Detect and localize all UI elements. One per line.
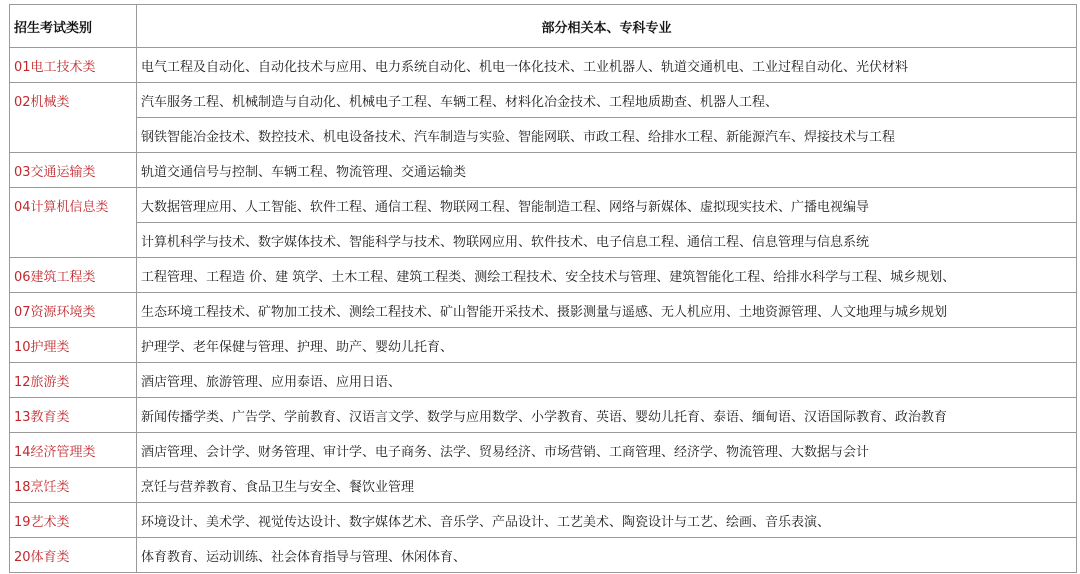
majors-cell: 环境设计、美术学、视觉传达设计、数字媒体艺术、音乐学、产品设计、工艺美术、陶瓷设计与工艺、绘画、音乐表演、: [137, 503, 1077, 538]
category-cell: 10护理类: [10, 328, 137, 363]
majors-cell: 护理学、老年保健与管理、护理、助产、婴幼儿托育、: [137, 328, 1077, 363]
header-majors: 部分相关本、专科专业: [137, 5, 1077, 48]
category-cell: 02机械类: [10, 83, 137, 153]
category-cell: 19艺术类: [10, 503, 137, 538]
majors-cell: 酒店管理、会计学、财务管理、审计学、电子商务、法学、贸易经济、市场营销、工商管理、经济学、物流管理、大数据与会计: [137, 433, 1077, 468]
table-row: [10, 223, 1077, 258]
category-cell: 18烹饪类: [10, 468, 137, 503]
majors-cell: 轨道交通信号与控制、车辆工程、物流管理、交通运输类: [137, 153, 1077, 188]
table-row: [10, 48, 1077, 83]
table-row: [10, 398, 1077, 433]
table-row: [10, 118, 1077, 153]
majors-cell: 烹饪与营养教育、食品卫生与安全、餐饮业管理: [137, 468, 1077, 503]
table-body: [10, 48, 1077, 573]
category-cell: 12旅游类: [10, 363, 137, 398]
header-category: 招生考试类别: [10, 5, 137, 48]
category-cell: 06建筑工程类: [10, 258, 137, 293]
majors-cell: 大数据管理应用、人工智能、软件工程、通信工程、物联网工程、智能制造工程、网络与新媒体、虚拟现实技术、广播电视编导: [137, 188, 1077, 223]
category-cell: 13教育类: [10, 398, 137, 433]
category-cell: 07资源环境类: [10, 293, 137, 328]
header-row: [10, 5, 1077, 48]
majors-cell: 新闻传播学类、广告学、学前教育、汉语言文学、数学与应用数学、小学教育、英语、婴幼儿托育、泰语、缅甸语、汉语国际教育、政治教育: [137, 398, 1077, 433]
table-row: [10, 433, 1077, 468]
table-row: [10, 363, 1077, 398]
category-cell: 04计算机信息类: [10, 188, 137, 258]
table-row: [10, 328, 1077, 363]
category-cell: 03交通运输类: [10, 153, 137, 188]
category-cell: 01电工技术类: [10, 48, 137, 83]
table-row: [10, 188, 1077, 223]
category-cell: 20体育类: [10, 538, 137, 573]
majors-cell: 酒店管理、旅游管理、应用泰语、应用日语、: [137, 363, 1077, 398]
table-row: [10, 538, 1077, 573]
majors-cell: 电气工程及自动化、自动化技术与应用、电力系统自动化、机电一体化技术、工业机器人、轨道交通机电、工业过程自动化、光伏材料: [137, 48, 1077, 83]
majors-cell: 汽车服务工程、机械制造与自动化、机械电子工程、车辆工程、材料化冶金技术、工程地质勘查、机器人工程、: [137, 83, 1077, 118]
majors-cell: 工程管理、工程造 价、建 筑学、土木工程、建筑工程类、测绘工程技术、安全技术与管理、建筑智能化工程、给排水科学与工程、城乡规划、: [137, 258, 1077, 293]
majors-cell: 计算机科学与技术、数字媒体技术、智能科学与技术、物联网应用、软件技术、电子信息工程、通信工程、信息管理与信息系统: [137, 223, 1077, 258]
table-row: [10, 503, 1077, 538]
table-row: [10, 293, 1077, 328]
table-row: [10, 153, 1077, 188]
majors-table: [9, 4, 1077, 573]
category-cell: 14经济管理类: [10, 433, 137, 468]
majors-cell: 钢铁智能冶金技术、数控技术、机电设备技术、汽车制造与实验、智能网联、市政工程、给排水工程、新能源汽车、焊接技术与工程: [137, 118, 1077, 153]
table-row: [10, 258, 1077, 293]
table-row: [10, 468, 1077, 503]
majors-cell: 生态环境工程技术、矿物加工技术、测绘工程技术、矿山智能开采技术、摄影测量与遥感、无人机应用、土地资源管理、人文地理与城乡规划: [137, 293, 1077, 328]
majors-cell: 体育教育、运动训练、社会体育指导与管理、休闲体育、: [137, 538, 1077, 573]
table-row: [10, 83, 1077, 118]
